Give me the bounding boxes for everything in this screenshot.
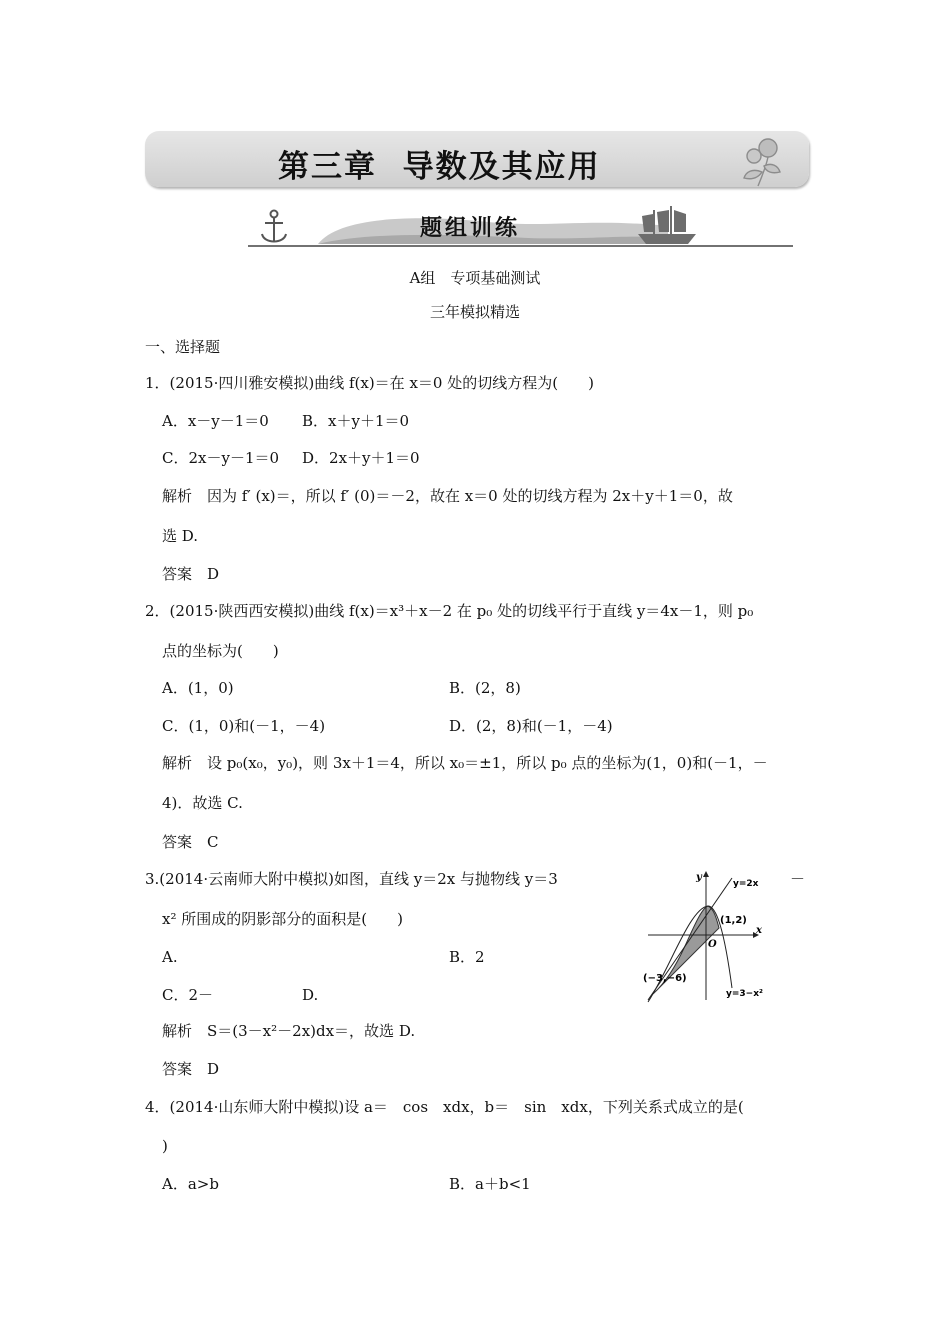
- section-title: 题组训练: [420, 216, 521, 241]
- q3-stem-line-2: x² 所围成的阴影部分的面积是( ): [162, 910, 403, 928]
- q2-stem-line-1: 2．(2015·陕西西安模拟)曲线 f(x)＝x³＋x－2 在 p₀ 处的切线平行于直线 y＝4x－1，则 p₀: [145, 602, 754, 620]
- q1-option-b: B．x＋y＋1＝0: [302, 412, 410, 430]
- q3-option-a: A.: [162, 948, 178, 966]
- q2-analysis-line-2: 4)．故选 C.: [162, 794, 243, 812]
- ship-icon: [638, 206, 696, 244]
- group-title: A组 专项基础测试: [409, 269, 541, 287]
- q1-option-d: D．2x＋y＋1＝0: [302, 449, 420, 467]
- q4-stem-line-2: ): [162, 1137, 168, 1155]
- q4-stem-line-1: 4．(2014·山东师大附中模拟)设 a＝ cos xdx，b＝ sin xdx，下列关系式成立的是(: [145, 1098, 744, 1116]
- q3-answer: 答案 D: [162, 1060, 220, 1078]
- section-banner: [248, 204, 793, 250]
- q2-option-c: C．(1，0)和(－1，－4): [162, 717, 326, 735]
- q3-analysis: 解析 S＝(3－x²－2x)dx＝，故选 D.: [162, 1022, 416, 1040]
- q2-option-d: D．(2，8)和(－1，－4): [449, 717, 613, 735]
- q1-stem: 1．(2015·四川雅安模拟)曲线 f(x)＝在 x＝0 处的切线方程为( ): [145, 374, 594, 392]
- q1-analysis-line-2: 选 D.: [162, 527, 199, 545]
- flower-decoration-icon: [738, 132, 788, 188]
- q2-option-b: B．(2，8): [449, 679, 521, 697]
- q2-answer: 答案 C: [162, 833, 219, 851]
- q2-option-a: A．(1，0): [162, 679, 234, 697]
- point-label-minus3-minus6: (−3,−6): [643, 973, 687, 984]
- q3-figure: [640, 868, 790, 1003]
- q4-option-a: A．a>b: [162, 1175, 219, 1193]
- chapter-title: 第三章 导数及其应用: [278, 149, 601, 185]
- q3-stem-line-1: 3.(2014·云南师大附中模拟)如图，直线 y＝2x 与抛物线 y＝3: [145, 870, 558, 888]
- y-axis-label: y: [696, 872, 702, 883]
- point-label-1-2: (1,2): [720, 915, 747, 926]
- q1-analysis-line-1: 解析 因为 f′ (x)＝，所以 f′ (0)＝－2，故在 x＝0 处的切线方程为 2x＋y＋1＝0，故: [162, 487, 733, 505]
- subtitle: 三年模拟精选: [429, 303, 520, 321]
- q3-option-b: B．2: [449, 948, 485, 966]
- part-title: 一、选择题: [145, 338, 221, 356]
- q1-answer: 答案 D: [162, 565, 220, 583]
- q3-stem-line-1-tail: －: [790, 870, 806, 888]
- q1-option-a: A．x－y－1＝0: [162, 412, 269, 430]
- q4-option-b: B．a＋b<1: [449, 1175, 531, 1193]
- parabola-label: y=3−x²: [726, 989, 763, 999]
- line-label: y=2x: [733, 879, 759, 889]
- x-axis-label: x: [756, 925, 762, 936]
- q2-stem-line-2: 点的坐标为( ): [162, 642, 279, 660]
- origin-label: O: [708, 939, 717, 950]
- anchor-icon: [262, 211, 286, 243]
- q3-option-d: D.: [302, 986, 319, 1004]
- q2-analysis-line-1: 解析 设 p₀(x₀，y₀)，则 3x＋1＝4，所以 x₀＝±1，所以 p₀ 点的坐标为(1，0)和(－1，－: [162, 754, 768, 772]
- q1-option-c: C．2x－y－1＝0: [162, 449, 280, 467]
- q3-option-c: C．2－: [162, 986, 214, 1004]
